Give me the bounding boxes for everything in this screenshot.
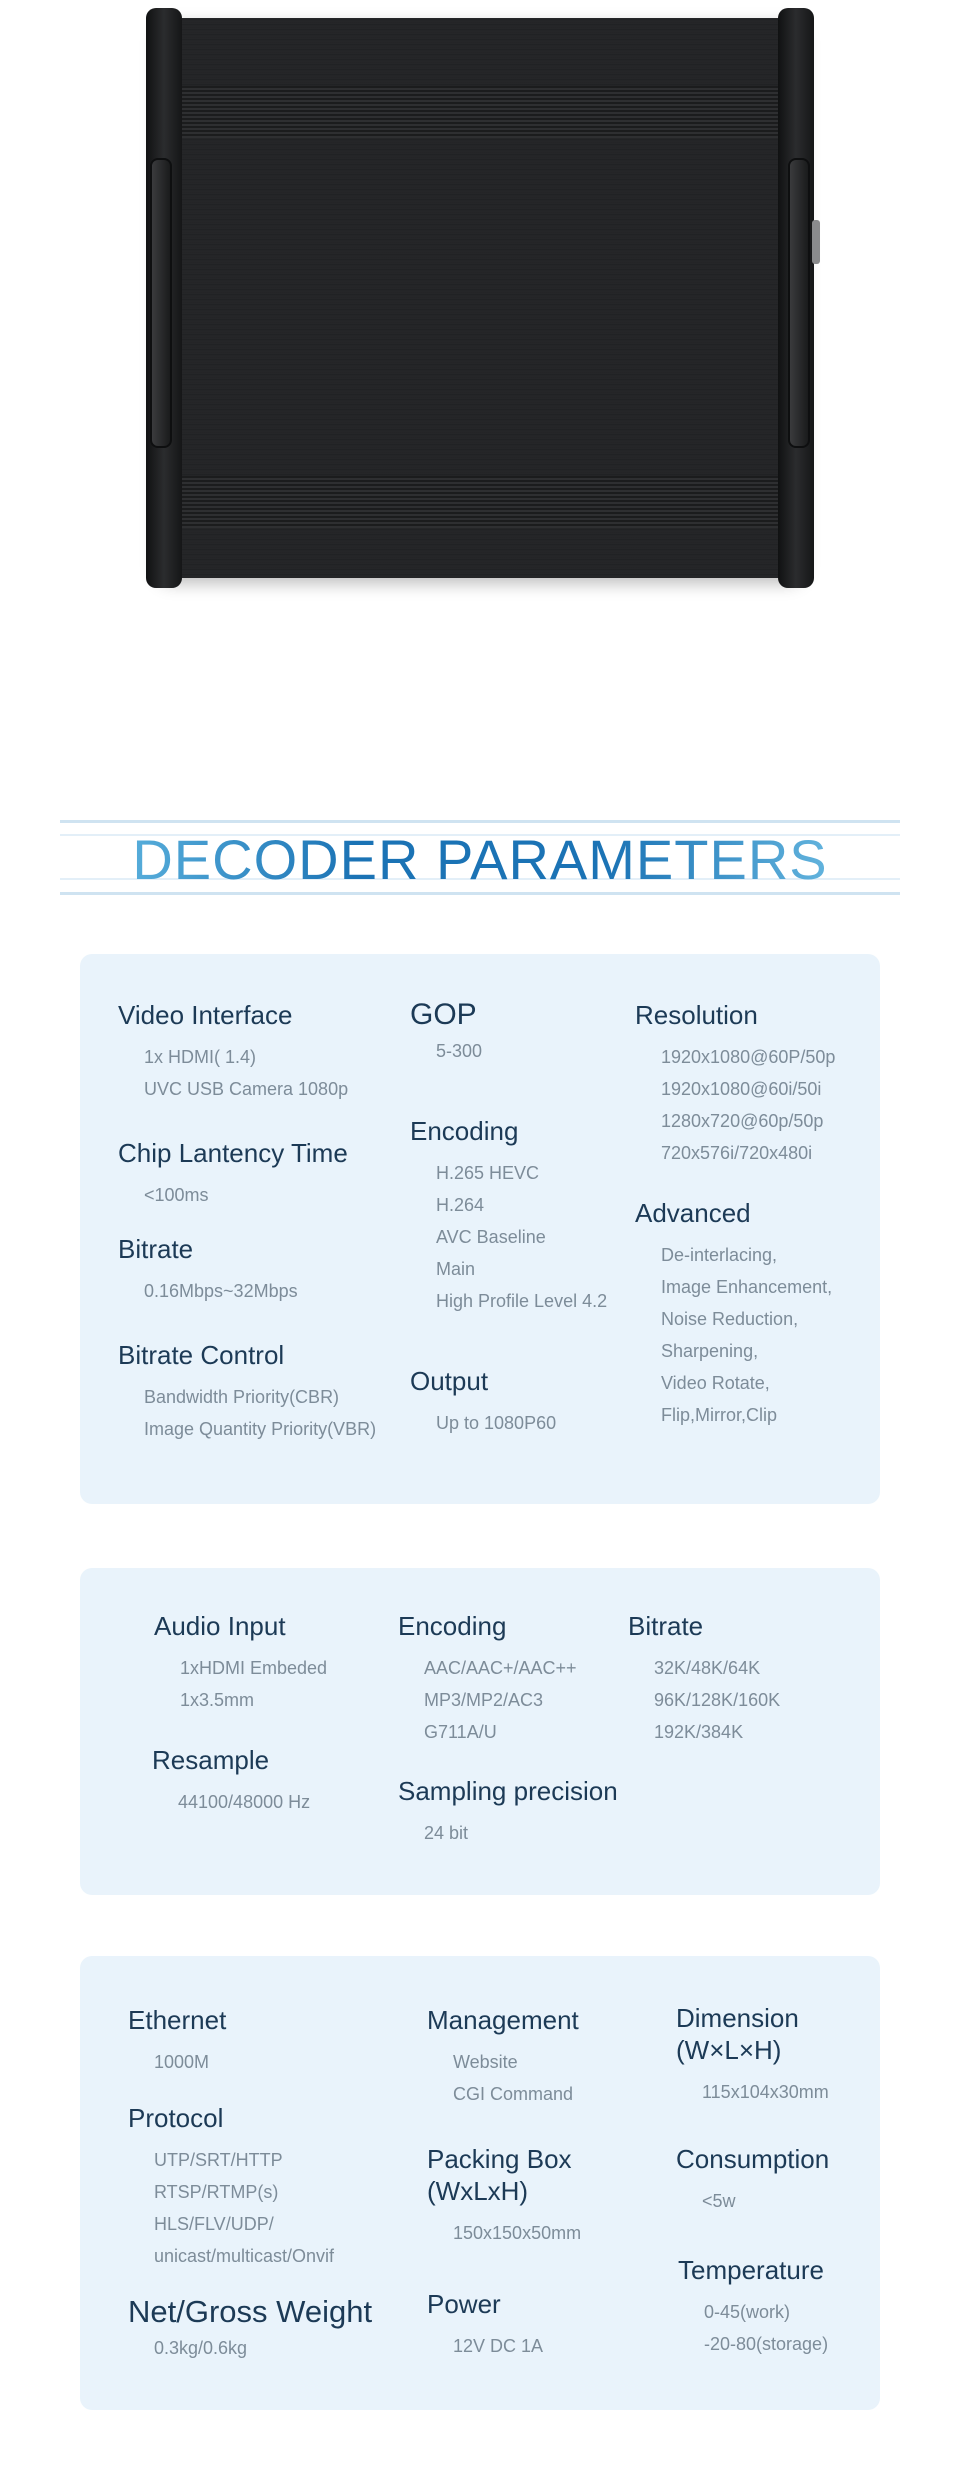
device-button — [812, 220, 820, 264]
spec-heading: Bitrate — [118, 1234, 194, 1264]
spec-value: Image Quantity Priority(VBR) — [144, 1419, 377, 1439]
spec-encoding — [410, 1115, 607, 1317]
spec-value: 1920x1080@60P/50p — [661, 1047, 836, 1067]
spec-heading: Encoding — [410, 1116, 519, 1146]
spec-heading: Encoding — [398, 1611, 507, 1641]
spec-heading: Output — [410, 1366, 489, 1396]
spec-bitrate-control — [118, 1339, 376, 1445]
spec-value: H.264 — [436, 1195, 485, 1215]
spec-video-interface — [118, 999, 348, 1105]
spec-value: 1x3.5mm — [180, 1690, 255, 1710]
video-parameters-card — [80, 954, 880, 1504]
spec-heading: Advanced — [635, 1198, 751, 1228]
spec-value: 1280x720@60p/50p — [661, 1111, 824, 1131]
spec-value: Website — [453, 2052, 518, 2072]
spec-sampling-precision — [398, 1775, 618, 1849]
spec-value: 0.16Mbps~32Mbps — [144, 1281, 298, 1301]
spec-heading: Management — [427, 2005, 579, 2035]
product-image — [146, 8, 814, 588]
spec-value: H.265 HEVC — [436, 1163, 540, 1183]
spec-value: Main — [436, 1259, 476, 1279]
device-groove-bottom — [156, 476, 804, 528]
spec-gop — [410, 999, 482, 1067]
spec-output — [410, 1365, 556, 1439]
spec-value: Noise Reduction, — [661, 1309, 799, 1329]
spec-heading: Temperature — [678, 2255, 824, 2285]
spec-audio-bitrate — [628, 1610, 780, 1748]
spec-heading: Net/Gross Weight — [128, 2294, 373, 2329]
spec-heading: Bitrate Control — [118, 1340, 285, 1370]
spec-value: MP3/MP2/AC3 — [424, 1690, 544, 1710]
title-decor-line — [60, 892, 900, 895]
spec-temperature — [678, 2254, 828, 2360]
spec-value: Video Rotate, — [661, 1373, 770, 1393]
page-title: DECODER PARAMETERS — [60, 830, 900, 890]
spec-heading: Packing Box — [427, 2144, 572, 2174]
spec-value: 720x576i/720x480i — [661, 1143, 813, 1163]
audio-parameters-card — [80, 1568, 880, 1895]
spec-value: 1000M — [154, 2052, 210, 2072]
spec-value: UTP/SRT/HTTP — [154, 2150, 283, 2170]
spec-value: <5w — [702, 2191, 736, 2211]
spec-value: HLS/FLV/UDP/ — [154, 2214, 274, 2234]
spec-heading: Chip Lantency Time — [118, 1138, 348, 1168]
spec-value: High Profile Level 4.2 — [436, 1291, 608, 1311]
spec-advanced — [635, 1197, 832, 1431]
device-groove-top — [156, 86, 804, 138]
device-handle-left — [150, 158, 172, 448]
spec-value: AVC Baseline — [436, 1227, 546, 1247]
spec-audio-encoding — [398, 1610, 577, 1748]
spec-value: 192K/384K — [654, 1722, 744, 1742]
spec-heading: Consumption — [676, 2144, 830, 2174]
spec-heading: Power — [427, 2289, 501, 2319]
spec-value: 1xHDMI Embeded — [180, 1658, 328, 1678]
spec-value: 44100/48000 Hz — [178, 1792, 311, 1812]
spec-value: unicast/multicast/Onvif — [154, 2246, 335, 2266]
spec-value: Up to 1080P60 — [436, 1413, 557, 1433]
spec-resolution — [635, 999, 835, 1169]
spec-value: De-interlacing, — [661, 1245, 778, 1265]
spec-heading: Resample — [152, 1745, 270, 1775]
spec-value: 96K/128K/160K — [654, 1690, 781, 1710]
spec-value: <100ms — [144, 1185, 209, 1205]
spec-heading: Resolution — [635, 1000, 758, 1030]
spec-value: 150x150x50mm — [453, 2223, 582, 2243]
spec-value: Sharpening, — [661, 1341, 759, 1361]
spec-value: UVC USB Camera 1080p — [144, 1079, 349, 1099]
spec-ethernet — [128, 2004, 226, 2078]
spec-packing-box — [427, 2143, 581, 2249]
spec-value: -20-80(storage) — [704, 2334, 829, 2354]
spec-weight — [128, 2294, 372, 2364]
spec-heading-unit: (WxLxH) — [427, 2176, 529, 2206]
spec-value: 5-300 — [436, 1041, 483, 1061]
spec-value: 12V DC 1A — [453, 2336, 544, 2356]
spec-heading: Audio Input — [154, 1611, 286, 1641]
title-decor-line — [60, 820, 900, 823]
spec-value: AAC/AAC+/AAC++ — [424, 1658, 577, 1678]
spec-value: 0.3kg/0.6kg — [154, 2338, 248, 2358]
spec-value: 1x HDMI( 1.4) — [144, 1047, 257, 1067]
spec-heading: Bitrate — [628, 1611, 704, 1641]
spec-audio-input — [154, 1610, 327, 1716]
spec-value: Image Enhancement, — [661, 1277, 833, 1297]
spec-value: Bandwidth Priority(CBR) — [144, 1387, 340, 1407]
device-handle-right — [788, 158, 810, 448]
spec-value: 115x104x30mm — [702, 2082, 829, 2102]
spec-value: G711A/U — [424, 1722, 497, 1742]
spec-consumption — [676, 2143, 829, 2217]
spec-value: RTSP/RTMP(s) — [154, 2182, 279, 2202]
spec-value: 0-45(work) — [704, 2302, 791, 2322]
spec-heading: Ethernet — [128, 2005, 227, 2035]
spec-heading: GOP — [410, 998, 477, 1031]
spec-management — [427, 2004, 579, 2110]
general-parameters-card — [80, 1956, 880, 2410]
spec-value: Flip,Mirror,Clip — [661, 1405, 778, 1425]
spec-heading: Dimension — [676, 2003, 799, 2033]
spec-bitrate — [118, 1233, 298, 1307]
spec-dimension — [676, 2002, 829, 2108]
section-title — [60, 812, 900, 902]
spec-value: CGI Command — [453, 2084, 574, 2104]
spec-chip-latency — [118, 1137, 348, 1211]
spec-resample — [152, 1744, 310, 1818]
spec-value: 1920x1080@60i/50i — [661, 1079, 822, 1099]
spec-heading: Protocol — [128, 2103, 224, 2133]
spec-value: 24 bit — [424, 1823, 469, 1843]
spec-protocol — [128, 2102, 334, 2272]
spec-heading: Sampling precision — [398, 1776, 618, 1806]
spec-heading: Video Interface — [118, 1000, 293, 1030]
spec-heading-unit: (W×L×H) — [676, 2035, 782, 2065]
spec-value: 32K/48K/64K — [654, 1658, 761, 1678]
spec-power — [427, 2288, 543, 2362]
